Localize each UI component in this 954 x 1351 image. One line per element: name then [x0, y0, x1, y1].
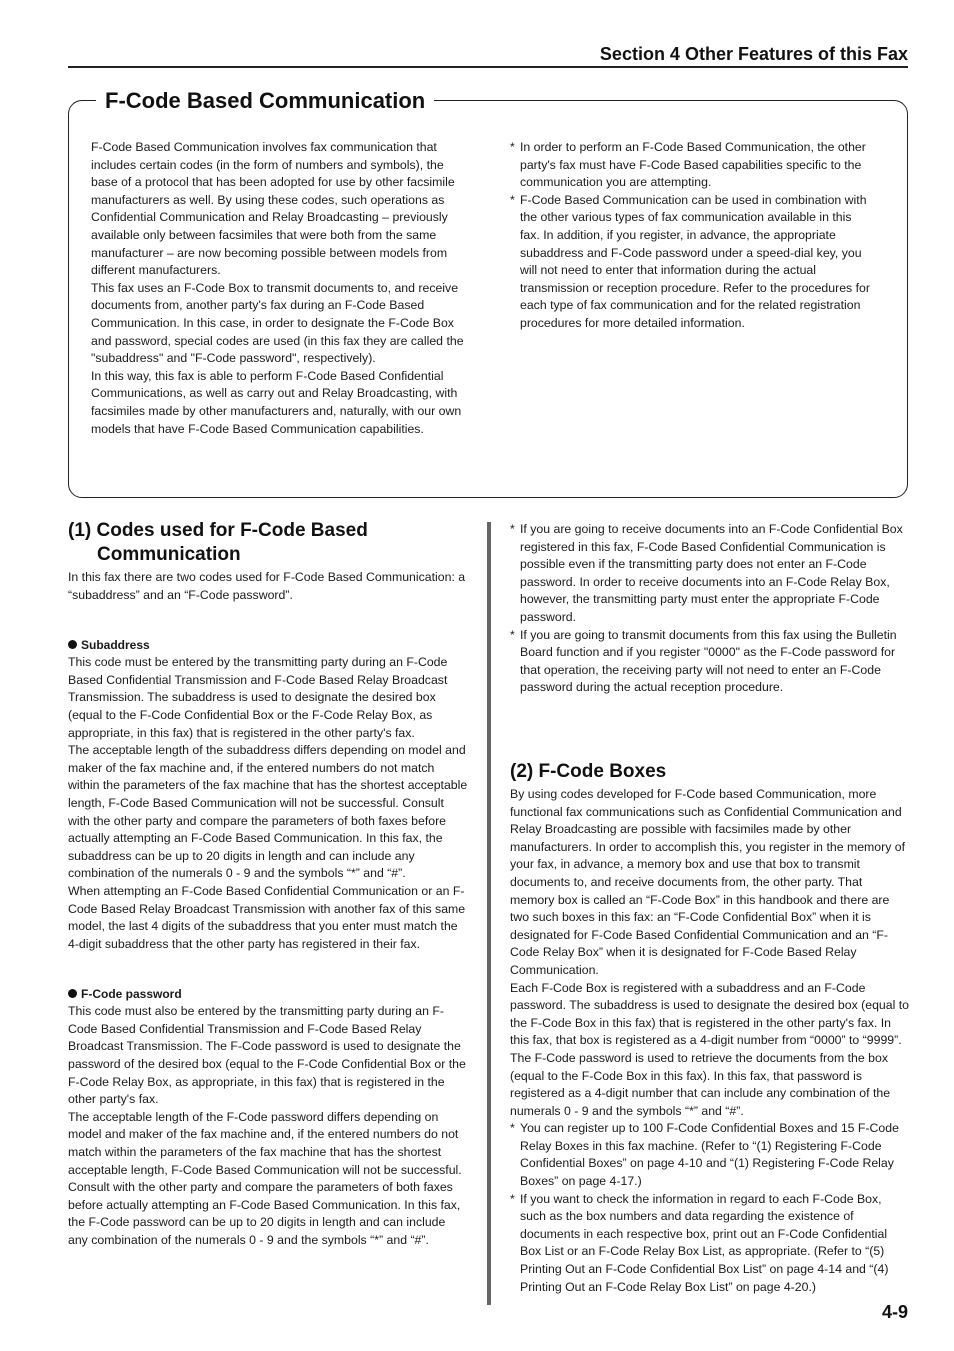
section-title: Section 4 Other Features of this Fax	[599, 44, 908, 64]
subaddress-label: Subaddress	[81, 638, 150, 653]
codes-note	[510, 521, 910, 627]
boxes-heading: (2) F-Code Boxes	[510, 761, 667, 782]
boxes-note	[510, 1120, 910, 1190]
intro-right-column	[510, 139, 870, 333]
boxes-note-text: You can register up to 100 F-Code Confidential Boxes and 15 F-Code Relay Boxes in this fax machine. (Refer to “(1) Registering F-Code Confidential Boxes” on page 4-10 and “(1) Registering F-Code Relay Boxes” on page 4-17.)	[520, 1121, 899, 1189]
intro-note	[510, 139, 870, 192]
asterisk-mark: *	[510, 140, 515, 154]
asterisk-mark: *	[510, 192, 515, 207]
asterisk-mark: *	[510, 522, 515, 536]
bullet-icon	[68, 640, 77, 649]
page-number: 4-9	[881, 1302, 908, 1322]
intro-paragraph: In this way, this fax is able to perform F-Code Based Confidential Communications, as well as carry out and Relay Broadcasting, with facsimiles made by other manufacturers and, naturally, with our own models that have F-Code Based Communication capabilities.	[91, 368, 462, 436]
intro-box-title: F-Code Based Communication	[96, 88, 434, 114]
password-subheading	[68, 986, 468, 1003]
intro-note-text: In order to perform an F-Code Based Communication, the other party's fax must have F-Code Based capabilities specific to the communication you are attempting.	[520, 140, 866, 190]
password-paragraph: This code must also be entered by the transmitting party during an F-Code Based Confidential Transmission and F-Code Based Relay Broadcast Transmission. The F-Code password is used to designate the password of the desired box (equal to the F-Code Confidential Box or the F-Code Relay Box, as appropriate, in this fax) that is registered in the other party's fax.	[68, 1004, 466, 1107]
password-paragraph: The acceptable length of the F-Code password differs depending on model and maker of the fax machine and, if the entered numbers do not match within the parameters of the fax machine that has the shortest acceptable length, F-Code Based Communication will not be successful. Consult with the other party and compare the parameters of both faxes before actually attempting an F-Code Based Communication. In this fax, the F-Code password can be up to 20 digits in length and can include any combination of the numerals 0 - 9 and the symbols “*” and “#”.	[68, 1109, 462, 1247]
codes-heading: (1) Codes used for F-Code Based Communication	[68, 520, 368, 565]
boxes-note-text: If you want to check the information in regard to each F-Code Box, such as the box numbers and data regarding the existence of documents in each respective box, print out an F-Code Confidential Box List or an F-Code Relay Box List, as appropriate. (Refer to “(5) Printing Out an F-Code Confidential Box List” on page 4-14 and “(4) Printing Out an F-Code Relay Box List” on page 4-20.)	[520, 1191, 889, 1294]
codes-notes	[510, 521, 910, 697]
subaddress-paragraph: This code must be entered by the transmitting party during an F-Code Based Confidential Transmission and F-Code Based Relay Broadcast Transmission. The subaddress is used to designate the desired box (equal to the F-Code Confidential Box or the F-Code Relay Box, as appropriate, in this fax) that is registered in the other party's fax.	[68, 655, 448, 740]
intro-note-text: F-Code Based Communication can be used in combination with the other various types of fax communication available in this fax. In addition, if you register, in advance, the appropriate subaddress and F-Code password under a speed-dial key, you will not need to enter that information during the actual transmission or reception procedure. Refer to the procedures for each type of fax communication and for the related registration procedures for more detailed information.	[520, 192, 870, 330]
asterisk-mark: *	[510, 1121, 515, 1136]
subaddress-paragraph: The acceptable length of the subaddress differs depending on model and maker of the fax machine and, if the entered numbers do not match within the parameters of the fax machine that has the shortest acceptable length, F-Code Based Communication will not be successful. Consult with the other party and compare the parameters of both faxes before actually attempting an F-Code Based Communication. In this fax, the subaddress can be up to 20 digits in length and can include any combination of the numerals 0 - 9 and the symbols “*” and “#”.	[68, 743, 468, 881]
codes-section	[68, 519, 468, 1250]
intro-left-column	[91, 139, 471, 438]
intro-paragraph: This fax uses an F-Code Box to transmit documents to, and receive documents from, another party's fax during an F-Code Based Communication. In this case, in order to designate the F-Code Box and password, special codes are used (in this fax they are called the "subaddress" and "F-Code password", respectively).	[91, 280, 464, 366]
password-label: F-Code password	[81, 987, 182, 1002]
intro-note	[510, 192, 870, 333]
intro-paragraph: F-Code Based Communication involves fax communication that includes certain codes (in the form of numbers and symbols), the base of a protocol that has been adopted for use by other facsimile manufacturers as well. By using these codes, such operations as Confidential Communication and Relay Broadcasting – previously available only between facsimiles that were both from the same manufacturer – are now becoming possible between models from different manufacturers.	[91, 140, 455, 278]
note-column-bar	[487, 522, 491, 1305]
codes-note-text: If you are going to transmit documents from this fax using the Bulletin Board function and if you register "0000" as the F-Code password for that operation, the receiving party will not need to enter an F-Code password during the actual reception procedure.	[520, 627, 897, 695]
bullet-icon	[68, 989, 77, 998]
boxes-paragraph: Each F-Code Box is registered with a subaddress and an F-Code password. The subaddress is used to designate the desired box (equal to the F-Code Box in this fax) that is registered in the other party's fax. In this fax, that box is registered as a 4-digit number from “0000” to “9999”. The F-Code password is used to retrieve the documents from the box (equal to the F-Code Box in this fax). In this fax, that password is registered as a 4-digit number that can include any combination of the numerals 0 - 9 and the symbols “*” and “#”.	[510, 980, 909, 1118]
boxes-section	[510, 760, 910, 1296]
codes-intro: In this fax there are two codes used for F-Code Based Communication: a “subaddress” and an “F-Code password”.	[68, 570, 466, 602]
subaddress-subheading	[68, 637, 468, 654]
boxes-note	[510, 1191, 910, 1297]
header-rule	[68, 66, 908, 68]
boxes-paragraph: By using codes developed for F-Code based Communication, more functional fax communications such as Confidential Communication and Relay Broadcasting are possible with facsimiles made by other manufacturers. In order to accomplish this, you register in the memory of your fax, in advance, a memory box and use that box to transmit documents to, and receive documents from, the other party. That memory box is called an “F-Code Box” in this handbook and there are two such boxes in this fax: an “F-Code Confidential Box” when it is designated for F-Code Based Confidential Communication and an “F-Code Relay Box” when it is designated for F-Code Based Relay Communication.	[510, 787, 906, 977]
subaddress-paragraph: When attempting an F-Code Based Confidential Communication or an F-Code Based Relay Broadcast Transmission with another fax of this same model, the last 4 digits of the subaddress that you enter must match the 4-digit subaddress that the other party has registered in their fax.	[68, 883, 466, 951]
codes-note-text: If you are going to receive documents into an F-Code Confidential Box registered in this fax, F-Code Based Confidential Communication is possible even if the transmitting party does not enter an F-Code password. In order to receive documents into an F-Code Relay Box, however, the transmitting party must enter the appropriate F-Code password.	[520, 522, 903, 624]
codes-note	[510, 627, 910, 697]
asterisk-mark: *	[510, 1191, 515, 1206]
asterisk-mark: *	[510, 627, 515, 642]
